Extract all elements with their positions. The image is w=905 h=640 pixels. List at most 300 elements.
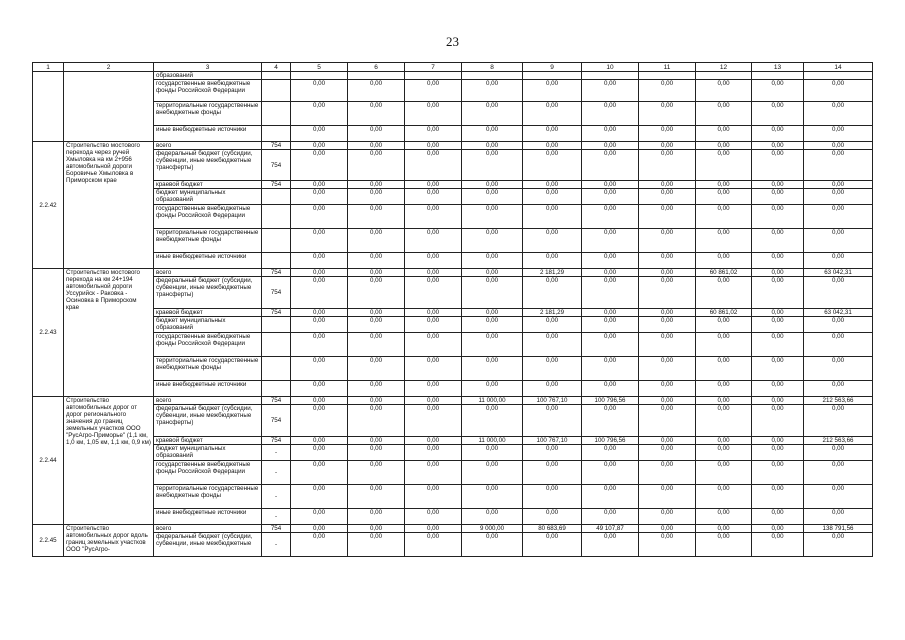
table-row bbox=[33, 205, 873, 229]
amount-cell: 2 181,29 bbox=[523, 309, 582, 317]
item-title: Строительство автомобильных дорог от дорог регионального значения до границ земельных участков ООО "РусАгро-Приморье" (1,1 км, 1,0 км, 1,05 км, 1,1 км, 0,9 км) bbox=[64, 397, 154, 525]
amount-cell: 0,00 bbox=[582, 381, 639, 397]
amount-cell bbox=[639, 72, 696, 80]
amount-cell: 63 042,31 bbox=[804, 309, 873, 317]
amount-cell: 0,00 bbox=[639, 461, 696, 485]
item-code: 2.2.42 bbox=[33, 142, 64, 269]
amount-cell: 0,00 bbox=[804, 509, 873, 525]
item-title: Строительство мостового перехода на км 24+194 автомобильной дороги Уссурийск - Раковка - Осиновка в Приморском крае bbox=[64, 269, 154, 397]
amount-cell: 0,00 bbox=[752, 333, 804, 357]
budget-code bbox=[262, 102, 291, 126]
table-row bbox=[33, 405, 873, 437]
table-row bbox=[33, 437, 873, 445]
table-row bbox=[33, 309, 873, 317]
amount-cell: 0,00 bbox=[752, 277, 804, 309]
column-header: 10 bbox=[582, 63, 639, 72]
page-number: 23 bbox=[446, 34, 459, 49]
budget-code: 754 bbox=[262, 397, 291, 405]
table-row bbox=[33, 381, 873, 397]
amount-cell: 0,00 bbox=[582, 277, 639, 309]
amount-cell: 11 000,00 bbox=[462, 397, 523, 405]
amount-cell: 0,00 bbox=[462, 309, 523, 317]
funding-source: иные внебюджетные источники bbox=[154, 126, 262, 142]
amount-cell: 80 683,69 bbox=[523, 525, 582, 533]
amount-cell: 0,00 bbox=[291, 333, 348, 357]
amount-cell: 0,00 bbox=[639, 333, 696, 357]
amount-cell: 0,00 bbox=[462, 80, 523, 102]
amount-cell: 0,00 bbox=[752, 397, 804, 405]
amount-cell: 0,00 bbox=[804, 485, 873, 509]
amount-cell: 0,00 bbox=[582, 445, 639, 461]
amount-cell: 0,00 bbox=[523, 485, 582, 509]
budget-code: - bbox=[262, 445, 291, 461]
amount-cell: 0,00 bbox=[639, 205, 696, 229]
amount-cell: 0,00 bbox=[752, 150, 804, 181]
budget-code: 754 bbox=[262, 309, 291, 317]
item-code bbox=[33, 72, 64, 142]
amount-cell: 0,00 bbox=[639, 437, 696, 445]
amount-cell: 0,00 bbox=[582, 405, 639, 437]
table-row bbox=[33, 229, 873, 253]
amount-cell bbox=[523, 72, 582, 80]
amount-cell: 0,00 bbox=[696, 277, 752, 309]
table-row bbox=[33, 509, 873, 525]
funding-source: бюджет муниципальных образований bbox=[154, 189, 262, 205]
funding-source: образований bbox=[154, 72, 262, 80]
amount-cell: 212 563,66 bbox=[804, 397, 873, 405]
amount-cell: 0,00 bbox=[639, 309, 696, 317]
funding-source: иные внебюджетные источники bbox=[154, 509, 262, 525]
amount-cell: 0,00 bbox=[291, 102, 348, 126]
amount-cell: 0,00 bbox=[639, 533, 696, 557]
table-row bbox=[33, 269, 873, 277]
amount-cell: 0,00 bbox=[291, 509, 348, 525]
amount-cell: 0,00 bbox=[348, 253, 405, 269]
budget-code: 754 bbox=[262, 277, 291, 309]
amount-cell: 0,00 bbox=[582, 142, 639, 150]
amount-cell: 0,00 bbox=[752, 181, 804, 189]
item-code: 2.2.43 bbox=[33, 269, 64, 397]
amount-cell: 100 767,10 bbox=[523, 397, 582, 405]
amount-cell: 0,00 bbox=[752, 205, 804, 229]
amount-cell: 0,00 bbox=[462, 102, 523, 126]
budget-code bbox=[262, 253, 291, 269]
budget-code bbox=[262, 229, 291, 253]
amount-cell: 0,00 bbox=[696, 357, 752, 381]
amount-cell: 0,00 bbox=[462, 405, 523, 437]
amount-cell: 0,00 bbox=[462, 445, 523, 461]
budget-code: 754 bbox=[262, 437, 291, 445]
amount-cell: 0,00 bbox=[582, 357, 639, 381]
amount-cell: 0,00 bbox=[696, 381, 752, 397]
amount-cell: 0,00 bbox=[291, 181, 348, 189]
amount-cell: 0,00 bbox=[462, 317, 523, 333]
amount-cell: 0,00 bbox=[405, 317, 462, 333]
table-row bbox=[33, 461, 873, 485]
amount-cell: 0,00 bbox=[696, 229, 752, 253]
amount-cell: 0,00 bbox=[405, 509, 462, 525]
amount-cell: 0,00 bbox=[291, 205, 348, 229]
amount-cell: 0,00 bbox=[291, 269, 348, 277]
amount-cell: 0,00 bbox=[582, 485, 639, 509]
column-header: 2 bbox=[64, 63, 154, 72]
amount-cell: 60 861,02 bbox=[696, 309, 752, 317]
funding-source: федеральный бюджет (субсидии, субвенции, иные межбюджетные трансферты) bbox=[154, 405, 262, 437]
amount-cell: 0,00 bbox=[582, 333, 639, 357]
amount-cell: 100 796,56 bbox=[582, 437, 639, 445]
funding-source: федеральный бюджет (субсидии, субвенции, иные межбюджетные трансферты) bbox=[154, 277, 262, 309]
table-row bbox=[33, 72, 873, 80]
budget-code: - bbox=[262, 509, 291, 525]
amount-cell: 63 042,31 bbox=[804, 269, 873, 277]
amount-cell: 0,00 bbox=[291, 397, 348, 405]
table-row bbox=[33, 333, 873, 357]
amount-cell: 0,00 bbox=[639, 142, 696, 150]
funding-source: всего bbox=[154, 269, 262, 277]
amount-cell: 0,00 bbox=[752, 525, 804, 533]
amount-cell: 0,00 bbox=[696, 485, 752, 509]
amount-cell: 0,00 bbox=[291, 229, 348, 253]
amount-cell: 0,00 bbox=[462, 333, 523, 357]
budget-code bbox=[262, 205, 291, 229]
amount-cell: 0,00 bbox=[523, 189, 582, 205]
amount-cell: 0,00 bbox=[804, 126, 873, 142]
amount-cell: 0,00 bbox=[291, 381, 348, 397]
amount-cell: 0,00 bbox=[348, 229, 405, 253]
amount-cell: 0,00 bbox=[291, 150, 348, 181]
amount-cell: 0,00 bbox=[523, 461, 582, 485]
amount-cell: 0,00 bbox=[523, 150, 582, 181]
amount-cell: 0,00 bbox=[639, 269, 696, 277]
amount-cell bbox=[582, 72, 639, 80]
amount-cell: 0,00 bbox=[348, 397, 405, 405]
amount-cell: 212 563,66 bbox=[804, 437, 873, 445]
amount-cell: 0,00 bbox=[291, 357, 348, 381]
amount-cell: 0,00 bbox=[696, 333, 752, 357]
amount-cell: 0,00 bbox=[752, 269, 804, 277]
amount-cell: 0,00 bbox=[405, 277, 462, 309]
amount-cell: 0,00 bbox=[582, 269, 639, 277]
amount-cell: 0,00 bbox=[405, 229, 462, 253]
amount-cell: 0,00 bbox=[696, 317, 752, 333]
amount-cell: 0,00 bbox=[405, 181, 462, 189]
amount-cell: 0,00 bbox=[752, 509, 804, 525]
funding-source: государственные внебюджетные фонды Российской Федерации bbox=[154, 80, 262, 102]
amount-cell: 0,00 bbox=[348, 437, 405, 445]
amount-cell: 0,00 bbox=[348, 485, 405, 509]
amount-cell: 0,00 bbox=[462, 269, 523, 277]
amount-cell: 0,00 bbox=[696, 461, 752, 485]
amount-cell: 0,00 bbox=[405, 80, 462, 102]
amount-cell: 2 181,29 bbox=[523, 269, 582, 277]
amount-cell: 0,00 bbox=[804, 253, 873, 269]
amount-cell: 0,00 bbox=[291, 80, 348, 102]
budget-code: 754 bbox=[262, 142, 291, 150]
amount-cell: 0,00 bbox=[752, 437, 804, 445]
amount-cell: 100 796,56 bbox=[582, 397, 639, 405]
budget-code bbox=[262, 381, 291, 397]
column-header: 13 bbox=[752, 63, 804, 72]
budget-code bbox=[262, 333, 291, 357]
amount-cell: 0,00 bbox=[752, 126, 804, 142]
amount-cell: 0,00 bbox=[804, 150, 873, 181]
budget-code bbox=[262, 72, 291, 80]
amount-cell: 0,00 bbox=[804, 189, 873, 205]
amount-cell: 0,00 bbox=[639, 181, 696, 189]
amount-cell: 0,00 bbox=[291, 126, 348, 142]
column-header: 8 bbox=[462, 63, 523, 72]
amount-cell: 0,00 bbox=[405, 253, 462, 269]
budget-code bbox=[262, 126, 291, 142]
amount-cell: 0,00 bbox=[696, 205, 752, 229]
amount-cell: 0,00 bbox=[405, 525, 462, 533]
table-row bbox=[33, 126, 873, 142]
amount-cell: 0,00 bbox=[752, 189, 804, 205]
column-header: 7 bbox=[405, 63, 462, 72]
column-number-row bbox=[33, 63, 873, 72]
amount-cell: 0,00 bbox=[348, 445, 405, 461]
amount-cell: 0,00 bbox=[639, 277, 696, 309]
amount-cell: 0,00 bbox=[291, 445, 348, 461]
column-header: 5 bbox=[291, 63, 348, 72]
table-row bbox=[33, 102, 873, 126]
amount-cell bbox=[348, 72, 405, 80]
amount-cell: 0,00 bbox=[752, 485, 804, 509]
funding-source: иные внебюджетные источники bbox=[154, 253, 262, 269]
amount-cell: 0,00 bbox=[582, 102, 639, 126]
amount-cell: 138 791,56 bbox=[804, 525, 873, 533]
amount-cell: 0,00 bbox=[639, 357, 696, 381]
amount-cell: 0,00 bbox=[523, 317, 582, 333]
amount-cell: 0,00 bbox=[696, 405, 752, 437]
budget-code: 754 bbox=[262, 405, 291, 437]
funding-source: федеральный бюджет (субсидии, субвенции, иные межбюджетные bbox=[154, 533, 262, 557]
table-row bbox=[33, 397, 873, 405]
amount-cell: 0,00 bbox=[639, 445, 696, 461]
budget-code: 754 bbox=[262, 525, 291, 533]
amount-cell: 0,00 bbox=[523, 253, 582, 269]
amount-cell: 0,00 bbox=[639, 102, 696, 126]
column-header: 11 bbox=[639, 63, 696, 72]
amount-cell: 0,00 bbox=[405, 381, 462, 397]
amount-cell: 0,00 bbox=[696, 445, 752, 461]
amount-cell: 0,00 bbox=[348, 333, 405, 357]
amount-cell: 0,00 bbox=[523, 80, 582, 102]
amount-cell: 0,00 bbox=[804, 381, 873, 397]
amount-cell: 0,00 bbox=[752, 533, 804, 557]
funding-source: государственные внебюджетные фонды Российской Федерации bbox=[154, 205, 262, 229]
amount-cell: 0,00 bbox=[804, 229, 873, 253]
funding-source: бюджет муниципальных образований bbox=[154, 317, 262, 333]
amount-cell: 0,00 bbox=[582, 509, 639, 525]
amount-cell: 0,00 bbox=[639, 485, 696, 509]
amount-cell: 0,00 bbox=[523, 357, 582, 381]
amount-cell: 0,00 bbox=[639, 150, 696, 181]
amount-cell: 0,00 bbox=[462, 509, 523, 525]
amount-cell: 0,00 bbox=[405, 533, 462, 557]
amount-cell: 0,00 bbox=[696, 80, 752, 102]
amount-cell: 0,00 bbox=[582, 126, 639, 142]
column-header: 9 bbox=[523, 63, 582, 72]
amount-cell: 0,00 bbox=[291, 142, 348, 150]
amount-cell: 0,00 bbox=[804, 142, 873, 150]
amount-cell: 0,00 bbox=[752, 461, 804, 485]
amount-cell: 0,00 bbox=[405, 269, 462, 277]
amount-cell: 0,00 bbox=[405, 405, 462, 437]
table-row bbox=[33, 525, 873, 533]
amount-cell: 0,00 bbox=[639, 317, 696, 333]
amount-cell: 0,00 bbox=[405, 205, 462, 229]
amount-cell: 0,00 bbox=[291, 189, 348, 205]
amount-cell: 0,00 bbox=[348, 80, 405, 102]
amount-cell: 0,00 bbox=[696, 142, 752, 150]
amount-cell: 0,00 bbox=[804, 357, 873, 381]
amount-cell: 0,00 bbox=[752, 309, 804, 317]
amount-cell bbox=[752, 72, 804, 80]
funding-source: государственные внебюджетные фонды Российской Федерации bbox=[154, 461, 262, 485]
table-row bbox=[33, 150, 873, 181]
amount-cell: 0,00 bbox=[405, 150, 462, 181]
table-row bbox=[33, 485, 873, 509]
budget-code: 754 bbox=[262, 181, 291, 189]
amount-cell: 0,00 bbox=[291, 461, 348, 485]
amount-cell: 0,00 bbox=[582, 189, 639, 205]
amount-cell: 0,00 bbox=[639, 229, 696, 253]
column-header: 4 bbox=[262, 63, 291, 72]
amount-cell: 0,00 bbox=[804, 405, 873, 437]
amount-cell: 0,00 bbox=[291, 485, 348, 509]
budget-code bbox=[262, 357, 291, 381]
amount-cell: 0,00 bbox=[639, 381, 696, 397]
amount-cell: 0,00 bbox=[804, 277, 873, 309]
amount-cell: 0,00 bbox=[348, 150, 405, 181]
amount-cell: 0,00 bbox=[696, 181, 752, 189]
funding-source: территориальные государственные внебюджетные фонды bbox=[154, 229, 262, 253]
amount-cell: 0,00 bbox=[405, 102, 462, 126]
budget-code bbox=[262, 317, 291, 333]
table-row bbox=[33, 357, 873, 381]
budget-code bbox=[262, 189, 291, 205]
amount-cell: 0,00 bbox=[348, 405, 405, 437]
amount-cell: 0,00 bbox=[752, 253, 804, 269]
amount-cell: 0,00 bbox=[348, 142, 405, 150]
amount-cell: 0,00 bbox=[696, 150, 752, 181]
amount-cell: 0,00 bbox=[804, 317, 873, 333]
amount-cell: 0,00 bbox=[752, 102, 804, 126]
amount-cell: 100 767,10 bbox=[523, 437, 582, 445]
amount-cell: 0,00 bbox=[582, 150, 639, 181]
amount-cell: 0,00 bbox=[523, 142, 582, 150]
amount-cell: 0,00 bbox=[752, 80, 804, 102]
budget-code: - bbox=[262, 533, 291, 557]
amount-cell: 0,00 bbox=[523, 229, 582, 253]
item-code: 2.2.44 bbox=[33, 397, 64, 525]
amount-cell: 0,00 bbox=[639, 126, 696, 142]
table-row bbox=[33, 80, 873, 102]
amount-cell: 0,00 bbox=[523, 445, 582, 461]
table-row bbox=[33, 181, 873, 189]
amount-cell: 0,00 bbox=[582, 309, 639, 317]
amount-cell: 0,00 bbox=[582, 181, 639, 189]
amount-cell: 0,00 bbox=[639, 509, 696, 525]
amount-cell: 0,00 bbox=[405, 142, 462, 150]
amount-cell: 0,00 bbox=[405, 461, 462, 485]
amount-cell: 0,00 bbox=[291, 525, 348, 533]
amount-cell bbox=[462, 72, 523, 80]
table-row bbox=[33, 142, 873, 150]
amount-cell: 0,00 bbox=[348, 509, 405, 525]
funding-source: всего bbox=[154, 397, 262, 405]
item-title: Строительство автомобильных дорог вдоль границ земельных участков ООО "РусАгро- bbox=[64, 525, 154, 557]
amount-cell: 0,00 bbox=[462, 381, 523, 397]
amount-cell: 0,00 bbox=[405, 445, 462, 461]
amount-cell: 0,00 bbox=[348, 277, 405, 309]
amount-cell: 0,00 bbox=[582, 461, 639, 485]
column-header: 14 bbox=[804, 63, 873, 72]
amount-cell: 0,00 bbox=[348, 317, 405, 333]
funding-source: краевой бюджет bbox=[154, 309, 262, 317]
amount-cell: 0,00 bbox=[582, 80, 639, 102]
amount-cell: 0,00 bbox=[582, 533, 639, 557]
amount-cell: 0,00 bbox=[639, 397, 696, 405]
amount-cell: 0,00 bbox=[582, 253, 639, 269]
amount-cell: 9 000,00 bbox=[462, 525, 523, 533]
amount-cell: 0,00 bbox=[696, 533, 752, 557]
amount-cell bbox=[696, 72, 752, 80]
column-header: 12 bbox=[696, 63, 752, 72]
amount-cell: 0,00 bbox=[348, 525, 405, 533]
amount-cell: 0,00 bbox=[523, 277, 582, 309]
amount-cell: 0,00 bbox=[405, 333, 462, 357]
amount-cell: 0,00 bbox=[291, 405, 348, 437]
table-row bbox=[33, 277, 873, 309]
amount-cell: 0,00 bbox=[752, 317, 804, 333]
funding-source: территориальные государственные внебюджетные фонды bbox=[154, 485, 262, 509]
table-row bbox=[33, 445, 873, 461]
amount-cell: 0,00 bbox=[462, 142, 523, 150]
funding-source: краевой бюджет bbox=[154, 437, 262, 445]
amount-cell: 0,00 bbox=[696, 397, 752, 405]
table-row bbox=[33, 317, 873, 333]
table-row bbox=[33, 189, 873, 205]
item-title bbox=[64, 72, 154, 142]
amount-cell: 0,00 bbox=[639, 253, 696, 269]
amount-cell: 0,00 bbox=[462, 357, 523, 381]
funding-source: территориальные государственные внебюджетные фонды bbox=[154, 102, 262, 126]
funding-source: бюджет муниципальных образований bbox=[154, 445, 262, 461]
amount-cell: 11 000,00 bbox=[462, 437, 523, 445]
amount-cell: 0,00 bbox=[523, 181, 582, 189]
amount-cell: 0,00 bbox=[462, 533, 523, 557]
budget-table bbox=[32, 62, 873, 557]
amount-cell: 0,00 bbox=[405, 126, 462, 142]
amount-cell: 0,00 bbox=[639, 80, 696, 102]
amount-cell: 0,00 bbox=[582, 317, 639, 333]
table-row bbox=[33, 253, 873, 269]
budget-code: - bbox=[262, 461, 291, 485]
amount-cell: 0,00 bbox=[348, 126, 405, 142]
amount-cell: 0,00 bbox=[639, 189, 696, 205]
amount-cell: 0,00 bbox=[582, 205, 639, 229]
amount-cell: 0,00 bbox=[523, 533, 582, 557]
amount-cell: 0,00 bbox=[291, 533, 348, 557]
table-row bbox=[33, 533, 873, 557]
amount-cell: 0,00 bbox=[405, 437, 462, 445]
amount-cell: 0,00 bbox=[348, 205, 405, 229]
amount-cell: 0,00 bbox=[348, 461, 405, 485]
amount-cell: 0,00 bbox=[804, 533, 873, 557]
amount-cell: 0,00 bbox=[639, 525, 696, 533]
